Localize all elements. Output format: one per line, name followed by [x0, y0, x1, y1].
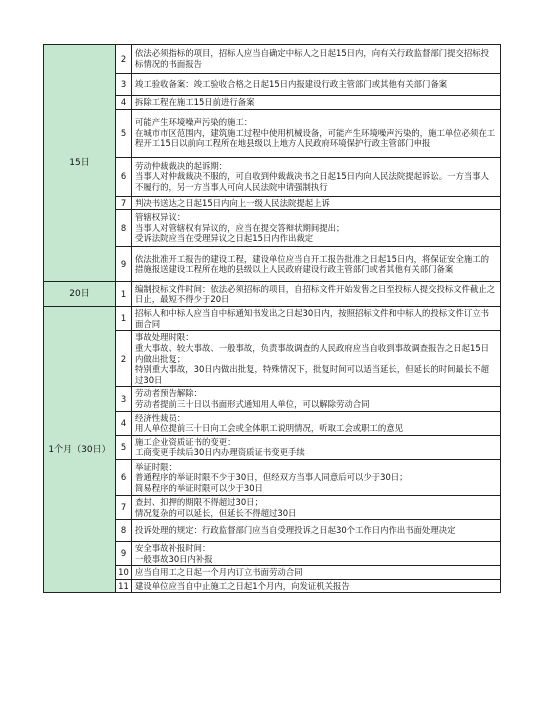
rule-line: 特别重大事故，30日内做出批复，特殊情况下，批复时间可以适当延长，但延长的时间最长不超过30日	[135, 364, 490, 385]
rule-line: 判决书送达之日起15日内向上一级人民法院提起上诉	[135, 197, 330, 208]
rule-line: 经济性裁员：	[135, 412, 186, 423]
row-number: 4	[116, 411, 132, 435]
row-number: 7	[116, 196, 132, 210]
rule-line: 一般事故30日内补报	[135, 553, 213, 564]
rule-line: 建设单位应当自中止施工之日起1个月内，向发证机关报告	[135, 580, 350, 591]
rule-text	[132, 109, 501, 157]
row-number: 9	[116, 542, 132, 566]
row-number: 11	[116, 579, 132, 593]
row-number: 5	[116, 435, 132, 459]
deadline-table	[43, 44, 501, 593]
rule-text	[132, 520, 501, 542]
rule-text	[132, 459, 501, 495]
rule-text	[132, 331, 501, 387]
rule-line: 查封、扣押的期限不得超过30日；	[135, 496, 263, 507]
rule-line: 普通程序的举证时限不少于30日，但经双方当事人同意后可以少于30日；	[135, 472, 408, 483]
rule-line: 投诉处理的规定：行政监督部门应当自受理投诉之日起30个工作日内作出书面处理决定	[135, 525, 456, 536]
period-cell: 1个月（30日）	[44, 307, 116, 593]
rule-line: 安全事故补报时间：	[135, 543, 211, 554]
row-number: 4	[116, 96, 132, 110]
rule-line: 事故处理时限：	[135, 332, 194, 343]
rule-text	[132, 96, 501, 110]
row-number: 5	[116, 109, 132, 157]
rule-line: 简易程序的举证时限可以少于30日	[135, 482, 263, 493]
rule-text	[132, 247, 501, 282]
rule-line: 重大事故、较大事故、一般事故，负责事故调查的人民政府应当自收到事故调查报告之日起15日内做出批复；	[135, 342, 490, 364]
rule-text	[132, 435, 501, 459]
rule-text	[132, 210, 501, 247]
rule-line: 可能产生环境噪声污染的施工：	[135, 117, 253, 128]
table-row	[44, 307, 501, 331]
rule-line: 拆除工程在施工15日前进行备案	[135, 97, 255, 107]
rule-line: 劳动者预告解除：	[135, 388, 202, 399]
row-number: 6	[116, 157, 132, 196]
rule-line: 竣工验收备案：竣工验收合格之日起15日内报建设行政主管部门或其他有关部门备案	[135, 79, 448, 90]
table-row	[44, 45, 501, 74]
rule-text	[132, 387, 501, 411]
rule-line: 施工企业资质证书的变更：	[135, 436, 236, 447]
rule-line: 举证时限：	[135, 461, 177, 472]
rule-line: 当事人对仲裁裁决不服的，可自收到仲裁裁决书之日起15日内向人民法院提起诉讼。一方当事人不履行的，另一方当事人可向人民法院申请强制执行	[135, 171, 490, 192]
period-cell: 20日	[44, 282, 116, 307]
rule-line: 招标人和中标人应当自中标通知书发出之日起30日内，按照招标文件和中标人的投标文件订立书面合同	[135, 308, 490, 329]
row-number: 7	[116, 495, 132, 519]
rule-text	[132, 45, 501, 74]
rule-text	[132, 579, 501, 593]
rule-line: 依法必须指标的项目，招标人应当自确定中标人之日起15日内，向有关行政监督部门提交招标投标情况的书面报告	[135, 48, 490, 69]
row-number: 8	[116, 210, 132, 247]
rule-line: 劳动仲裁裁决的起诉期：	[135, 160, 228, 171]
row-number: 1	[116, 307, 132, 331]
table-row	[44, 282, 501, 307]
period-cell: 15日	[44, 45, 116, 282]
row-number: 10	[116, 566, 132, 580]
row-number: 6	[116, 459, 132, 495]
rule-text	[132, 196, 501, 210]
rule-line: 劳动者提前三十日以书面形式通知用人单位，可以解除劳动合同	[135, 398, 370, 409]
rule-text	[132, 307, 501, 331]
rule-text	[132, 74, 501, 96]
row-number: 9	[116, 247, 132, 282]
rule-text	[132, 542, 501, 566]
rule-line: 编制投标文件时间：依法必须招标的项目，自招标文件开始发售之日至投标人提交投标文件截止之日止，最短不得少于20日	[135, 283, 496, 305]
rule-line: 应当自用工之日起一个月内订立书面劳动合同	[135, 567, 303, 578]
row-number: 2	[116, 331, 132, 387]
rule-line: 依法批准开工报告的建设工程，建设单位应当自开工报告批准之日起15日内，将保证安全施工的措施报送建设工程所在地的县级以上人民政府建设行政主管部门或者其他有关部门备案	[135, 253, 490, 275]
row-number: 8	[116, 520, 132, 542]
rule-line: 当事人对管辖权有异议的，应当在提交答辩状期间提出；	[135, 222, 345, 233]
deadline-table-body	[44, 45, 501, 593]
rule-line: 在城市市区范围内，建筑施工过程中使用机械设备，可能产生环境噪声污染的，施工单位必须在工程开工15日以前向工程所在地县级以上地方人民政府环境保护行政主管部门申报	[135, 127, 496, 149]
row-number: 3	[116, 387, 132, 411]
row-number: 3	[116, 74, 132, 96]
rule-text	[132, 157, 501, 196]
rule-line: 管辖权异议：	[135, 212, 186, 223]
rule-text	[132, 282, 501, 307]
rule-text	[132, 566, 501, 580]
rule-line: 工商变更手续后30日内办理资质证书变更手续	[135, 447, 305, 458]
rule-line: 受诉法院应当在受理异议之日起15日内作出裁定	[135, 233, 314, 244]
rule-text	[132, 411, 501, 435]
row-number: 2	[116, 45, 132, 74]
rule-line: 用人单位提前三十日向工会或全体职工说明情况，听取工会或职工的意见	[135, 423, 403, 434]
row-number: 1	[116, 282, 132, 307]
rule-line: 情况复杂的可以延长，但延长不得超过30日	[135, 507, 297, 518]
rule-text	[132, 495, 501, 519]
